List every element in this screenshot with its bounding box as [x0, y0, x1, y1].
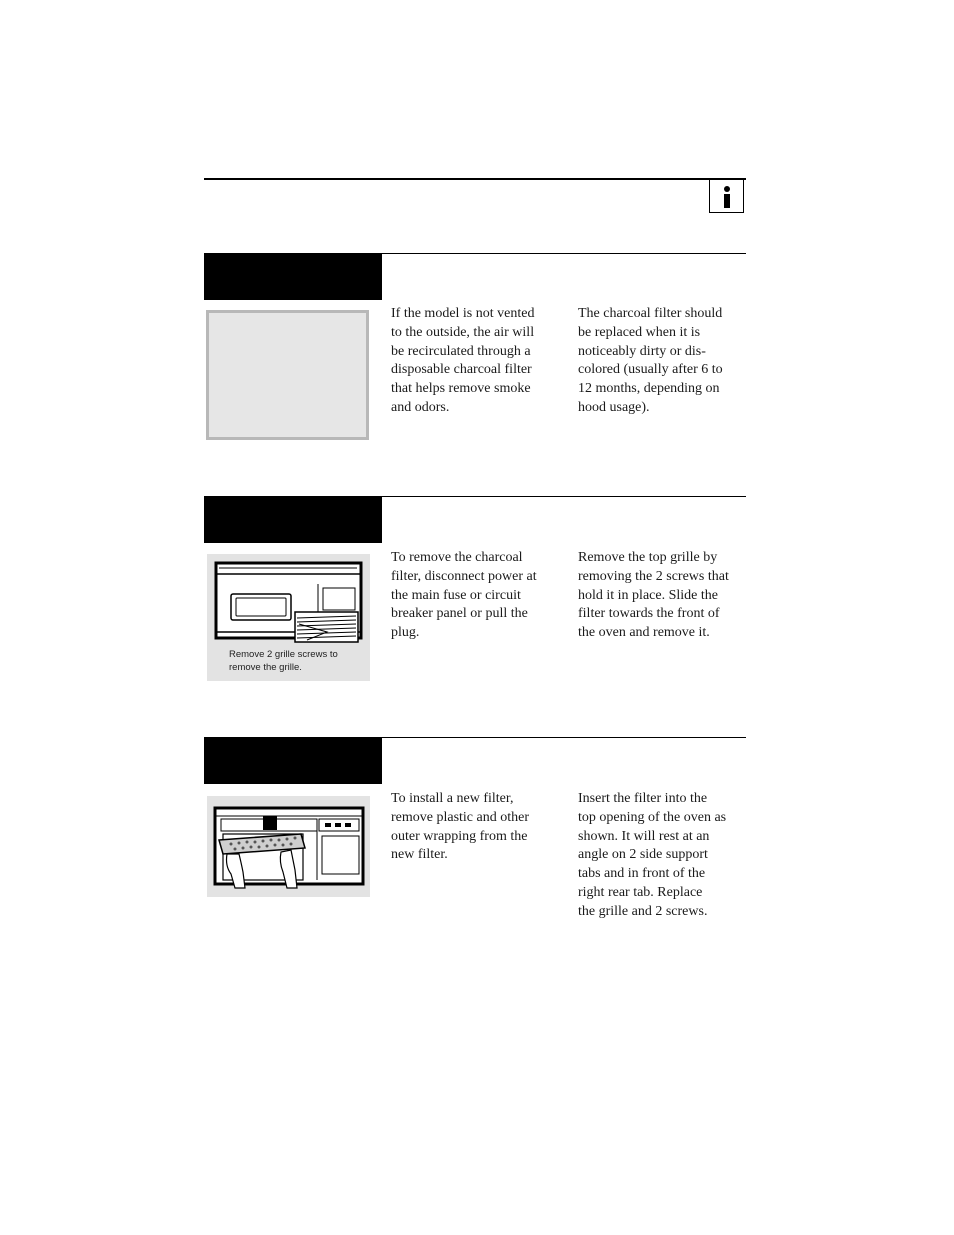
install-filter-illustration: [207, 796, 370, 897]
section-text-right: Remove the top grille by removing the 2 screws that hold it in place. Slide the filter towards the front of the oven and remove it.: [578, 550, 729, 641]
header-rule: [204, 178, 746, 180]
section-rule: [382, 737, 746, 738]
section-text-left: To install a new filter, remove plastic and other outer wrapping from the new filter.: [391, 791, 530, 863]
microwave-filter-drawing: [207, 796, 370, 897]
section-text-right: Insert the filter into the top opening of the oven as shown. It will rest at an angle on 2 side support tabs and in front of the right rear tab. Replace the grille and 2 screws.: [578, 791, 727, 919]
image-placeholder: [206, 310, 369, 440]
section-header-bar: [204, 737, 382, 784]
info-icon: [710, 184, 743, 210]
section-header-bar: [204, 253, 382, 300]
section-text-left: If the model is not vented to the outside, the air will be recirculated through a disposable charcoal filter that helps remove smoke and odors.: [391, 306, 535, 415]
illustration-caption: Remove 2 grille screws to remove the grille.: [229, 649, 338, 673]
section-text-left: To remove the charcoal filter, disconnect power at the main fuse or circuit breaker panel or pull the plug.: [391, 550, 537, 641]
info-badge: [709, 180, 744, 213]
section-rule: [382, 496, 746, 497]
microwave-grille-drawing: [207, 554, 370, 644]
remove-grille-illustration: [207, 554, 370, 681]
section-header-bar: [204, 496, 382, 543]
section-rule: [382, 253, 746, 254]
section-text-right: The charcoal filter should be replaced when it is noticeably dirty or dis- colored (usually after 6 to 12 months, depending on hood usage).: [578, 306, 723, 415]
